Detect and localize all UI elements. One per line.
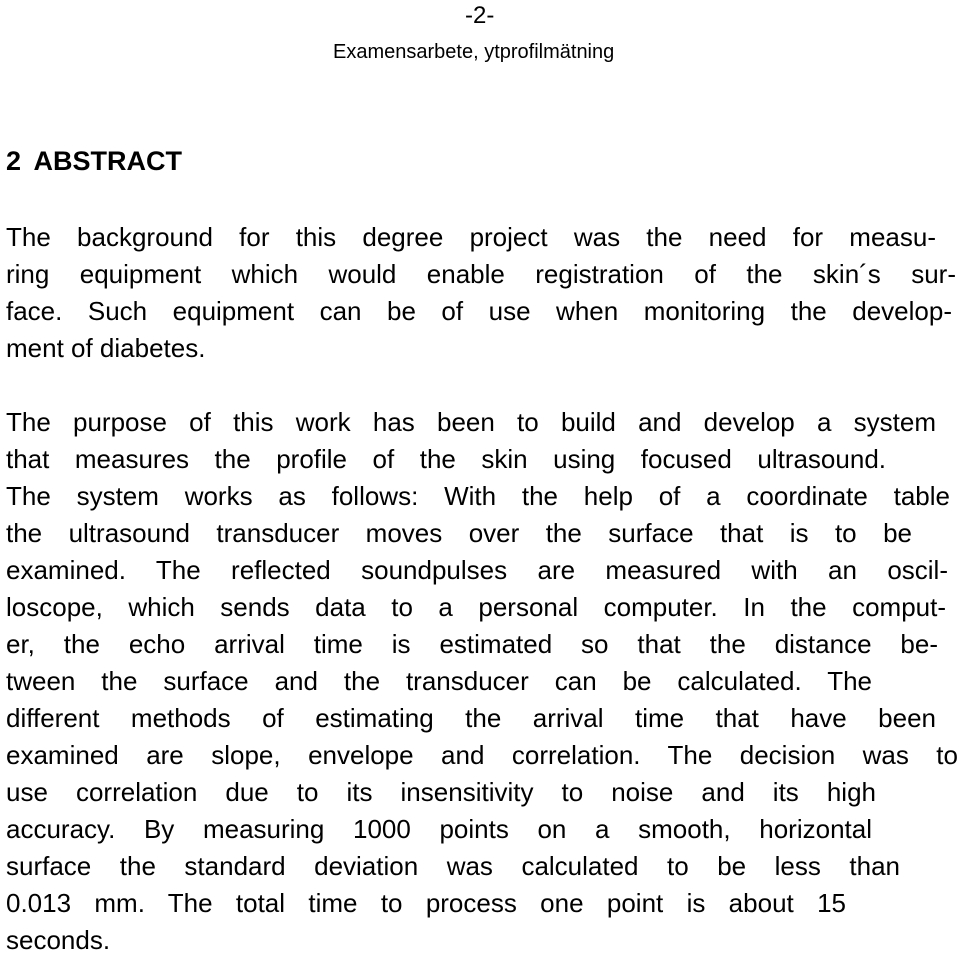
text-line: examined. The reflected soundpulses are measured with an oscil- (6, 555, 948, 585)
text-line: accuracy. By measuring 1000 points on a smooth, horizontal (6, 814, 872, 844)
text-line: ment of diabetes. (6, 333, 206, 363)
text-line: The purpose of this work has been to build and develop a system (6, 407, 936, 437)
page-number: -2- (465, 2, 495, 29)
text-line: examined are slope, envelope and correlation. The decision was to (6, 740, 958, 770)
text-line: use correlation due to its insensitivity to noise and its high (6, 777, 876, 807)
text-line: The background for this degree project was the need for measu- (6, 222, 936, 252)
text-line: The system works as follows: With the help of a coordinate table (6, 481, 950, 511)
text-line: 0.013 mm. The total time to process one point is about 15 (6, 888, 846, 918)
text-line: er, the echo arrival time is estimated so that the distance be- (6, 629, 938, 659)
section-heading: 2 ABSTRACT (6, 146, 183, 176)
text-line: surface the standard deviation was calculated to be less than (6, 851, 900, 881)
text-line: ring equipment which would enable registration of the skin´s sur- (6, 259, 956, 289)
text-line: the ultrasound transducer moves over the surface that is to be (6, 518, 912, 548)
text-line: seconds. (6, 925, 111, 955)
text-line: loscope, which sends data to a personal computer. In the comput- (6, 592, 946, 622)
abstract-paragraph-1 (6, 219, 958, 367)
text-line: that measures the profile of the skin using focused ultrasound. (6, 444, 886, 474)
abstract-paragraph-2 (6, 404, 958, 959)
text-line: different methods of estimating the arrival time that have been (6, 703, 936, 733)
text-line: tween the surface and the transducer can be calculated. The (6, 666, 872, 696)
text-line: face. Such equipment can be of use when monitoring the develop- (6, 296, 952, 326)
running-header: Examensarbete, ytprofilmätning (333, 41, 615, 63)
